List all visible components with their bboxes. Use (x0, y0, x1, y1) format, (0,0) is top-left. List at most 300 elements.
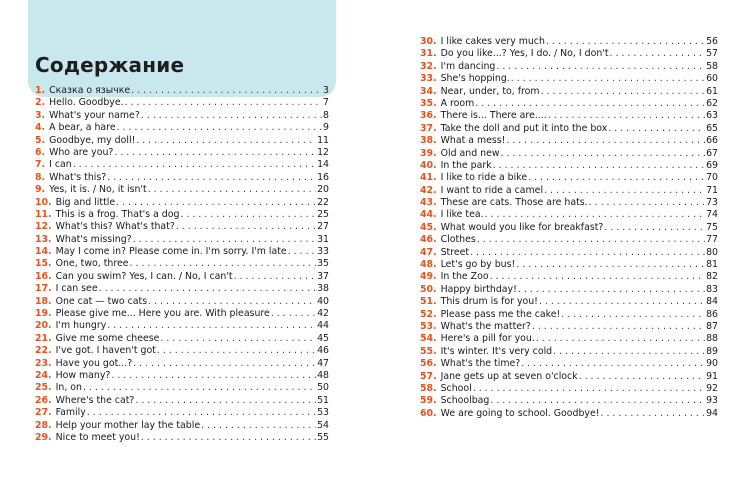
toc-entry-page: 88 (706, 333, 718, 345)
toc-dot-leader (553, 346, 705, 358)
toc-entry-title: Old and new (440, 147, 500, 159)
toc-entry-number: 8. (35, 171, 46, 183)
toc-entry-page: 12 (317, 146, 329, 158)
toc-entry-page: 35 (317, 258, 329, 270)
toc-entry-title: I'm hungry (55, 320, 107, 332)
toc-entry-title: There is... There are.... (440, 110, 547, 122)
toc-entry-page: 92 (706, 382, 718, 394)
toc-dot-leader (501, 148, 706, 160)
toc-entry-page: 38 (317, 283, 329, 295)
toc-entry-number: 32. (420, 60, 437, 72)
toc-entry-page: 58 (706, 60, 718, 72)
toc-entry-number: 33. (420, 73, 437, 85)
toc-entry[interactable] (420, 321, 718, 333)
toc-entry[interactable] (35, 184, 329, 196)
toc-entry-title: What would you like for breakfast? (440, 221, 604, 233)
toc-dot-leader (485, 209, 705, 221)
toc-entry-number: 14. (35, 246, 52, 258)
toc-entry[interactable] (420, 296, 718, 308)
toc-entry-number: 50. (420, 283, 437, 295)
toc-entry-number: 57. (420, 370, 437, 382)
toc-entry-title: Take the doll and put it into the box (440, 122, 608, 134)
toc-entry-page: 48 (317, 369, 329, 381)
toc-dot-leader (99, 283, 316, 295)
toc-entry-title: Jane gets up at seven o'clock (440, 370, 578, 382)
toc-entry-title: Here's a pill for you. (440, 333, 535, 345)
toc-dot-leader (180, 209, 316, 221)
toc-entry[interactable] (420, 135, 718, 147)
toc-dot-leader (148, 296, 316, 308)
toc-entry-page: 45 (317, 332, 329, 344)
toc-entry-title: What's this? (49, 171, 107, 183)
toc-entry[interactable] (420, 395, 718, 407)
toc-entry-title: These are cats. Those are hats. (440, 197, 588, 209)
toc-dot-leader (496, 61, 705, 73)
toc-entry[interactable] (420, 346, 718, 358)
toc-entry-number: 47. (420, 246, 437, 258)
toc-entry-page: 70 (706, 172, 718, 184)
toc-dot-leader (201, 420, 316, 432)
toc-entry[interactable] (420, 309, 718, 321)
toc-dot-leader (490, 395, 705, 407)
toc-dot-leader (539, 296, 705, 308)
toc-entry[interactable] (420, 371, 718, 383)
toc-dot-leader (136, 135, 316, 147)
toc-dot-leader (541, 86, 706, 98)
toc-entry-number: 36. (420, 110, 437, 122)
toc-entry-page: 27 (317, 221, 329, 233)
toc-entry[interactable] (420, 36, 718, 48)
toc-entry-number: 20. (35, 320, 52, 332)
toc-dot-leader (107, 172, 316, 184)
toc-entry-number: 31. (420, 48, 437, 60)
toc-entry-title: It's winter. It's very cold (440, 345, 553, 357)
toc-entry[interactable] (35, 159, 329, 171)
toc-dot-leader (546, 36, 705, 48)
toc-entry-number: 12. (35, 221, 52, 233)
toc-entry[interactable] (35, 370, 329, 382)
toc-entry-number: 10. (35, 196, 52, 208)
toc-dot-leader (116, 197, 316, 209)
toc-dot-leader (528, 172, 705, 184)
title-banner (28, 0, 336, 97)
toc-entry-title: What's this? What's that? (55, 221, 175, 233)
toc-entry-page: 55 (317, 431, 329, 443)
toc-entry-number: 30. (420, 36, 437, 47)
toc-entry-page: 63 (706, 110, 718, 122)
toc-entry-number: 19. (35, 308, 52, 320)
toc-dot-leader (114, 147, 316, 159)
toc-entry-number: 24. (35, 369, 52, 381)
toc-entry[interactable] (420, 408, 718, 420)
toc-dot-leader (141, 432, 316, 444)
toc-entry-page: 31 (317, 233, 329, 245)
toc-entry-number: 17. (35, 283, 52, 295)
toc-entry-page: 86 (706, 308, 718, 320)
toc-dot-leader (160, 333, 316, 345)
toc-dot-leader (131, 85, 322, 97)
toc-entry-page: 87 (706, 320, 718, 332)
toc-entry[interactable] (420, 61, 718, 73)
toc-dot-leader (610, 48, 706, 60)
toc-entry-number: 4. (35, 122, 46, 134)
toc-entry[interactable] (420, 73, 718, 85)
toc-entry-title: Happy birthday! (440, 283, 517, 295)
toc-entry-number: 43. (420, 197, 437, 209)
toc-entry-title: I can (49, 159, 72, 171)
toc-dot-leader (176, 221, 316, 233)
toc-entry-title: In the Zoo (440, 271, 489, 283)
toc-entry-title: Nice to meet you! (55, 431, 140, 443)
toc-entry-page: 33 (317, 246, 329, 258)
toc-dot-leader (148, 184, 316, 196)
toc-entry-number: 6. (35, 146, 46, 158)
toc-entry-title: What's your name? (49, 109, 140, 121)
toc-entry-page: 60 (706, 73, 718, 85)
toc-entry-number: 13. (35, 233, 52, 245)
toc-entry[interactable] (35, 258, 329, 270)
toc-entry[interactable] (420, 123, 718, 135)
toc-left-column (35, 85, 329, 444)
toc-dot-leader (493, 160, 705, 172)
toc-entry[interactable] (35, 407, 329, 419)
toc-entry-number: 45. (420, 221, 437, 233)
toc-entry-number: 2. (35, 97, 46, 109)
toc-entry[interactable] (420, 284, 718, 296)
toc-entry-page: 44 (317, 320, 329, 332)
toc-entry-number: 37. (420, 122, 437, 134)
toc-entry-title: I like cakes very much (440, 36, 545, 47)
toc-dot-leader (470, 247, 705, 259)
toc-entry-page: 84 (706, 296, 718, 308)
toc-entry-title: What's missing? (55, 233, 132, 245)
toc-entry-page: 71 (706, 184, 718, 196)
toc-entry[interactable] (420, 209, 718, 221)
toc-entry[interactable] (35, 308, 329, 320)
toc-entry-page: 61 (706, 85, 718, 97)
toc-dot-leader (506, 135, 705, 147)
toc-entry[interactable] (35, 420, 329, 432)
toc-entry-title: We are going to school. Goodbye! (440, 407, 600, 419)
toc-entry-title: Let's go by bus! (440, 259, 516, 271)
toc-entry-title: A bear, a hare (49, 122, 116, 134)
toc-dot-leader (521, 358, 705, 370)
toc-entry[interactable] (420, 259, 718, 271)
toc-entry-title: I can see (55, 283, 98, 295)
toc-entry-number: 51. (420, 296, 437, 308)
toc-entry[interactable] (420, 98, 718, 110)
toc-entry-page: 40 (317, 295, 329, 307)
toc-entry-number: 23. (35, 357, 52, 369)
toc-dot-leader (73, 159, 316, 171)
toc-entry[interactable] (420, 247, 718, 259)
toc-entry-number: 34. (420, 85, 437, 97)
toc-dot-leader (608, 123, 705, 135)
toc-entry[interactable] (35, 97, 329, 109)
toc-entry-title: I've got. I haven't got (55, 345, 156, 357)
toc-entry-title: Big and little (55, 196, 116, 208)
toc-entry-number: 59. (420, 395, 437, 407)
toc-dot-leader (516, 259, 705, 271)
toc-entry[interactable] (420, 160, 718, 172)
toc-entry-number: 49. (420, 271, 437, 283)
toc-dot-leader (135, 395, 316, 407)
toc-entry[interactable] (35, 395, 329, 407)
toc-entry-page: 77 (706, 234, 718, 246)
toc-entry-number: 60. (420, 407, 437, 419)
toc-entry-title: In, on (55, 382, 82, 394)
toc-entry[interactable] (35, 320, 329, 332)
toc-entry-title: Where's the cat? (55, 394, 135, 406)
toc-entry-title: Hello. Goodbye. (49, 97, 124, 109)
toc-entry-number: 28. (35, 419, 52, 431)
toc-entry[interactable] (420, 185, 718, 197)
toc-entry-number: 41. (420, 172, 437, 184)
toc-entry[interactable] (35, 209, 329, 221)
toc-entry-number: 27. (35, 407, 52, 419)
toc-entry[interactable] (35, 333, 329, 345)
toc-entry-page: 89 (706, 345, 718, 357)
toc-entry-title: I'm dancing (440, 60, 496, 72)
toc-entry[interactable] (35, 221, 329, 233)
toc-entry-number: 29. (35, 431, 52, 443)
toc-entry-page: 3 (323, 85, 329, 96)
toc-entry-number: 58. (420, 382, 437, 394)
toc-entry-number: 16. (35, 270, 52, 282)
toc-dot-leader (604, 222, 705, 234)
toc-entry-title: Clothes (440, 234, 476, 246)
toc-dot-leader (107, 320, 316, 332)
toc-entry-title: In the park (440, 159, 492, 171)
toc-dot-leader (579, 371, 705, 383)
toc-entry[interactable] (35, 296, 329, 308)
toc-entry-number: 26. (35, 394, 52, 406)
toc-entry[interactable] (35, 197, 329, 209)
toc-dot-leader (589, 197, 705, 209)
toc-entry[interactable] (35, 358, 329, 370)
toc-entry[interactable] (35, 122, 329, 134)
toc-entry-title: One cat — two cats (55, 295, 148, 307)
toc-entry[interactable] (35, 85, 329, 97)
toc-entry-number: 7. (35, 159, 46, 171)
toc-entry-title: Street (440, 246, 470, 258)
toc-entry-title: Сказка о язычке (49, 85, 131, 96)
toc-entry-page: 11 (317, 134, 329, 146)
toc-entry-number: 21. (35, 332, 52, 344)
toc-dot-leader (83, 382, 316, 394)
toc-entry[interactable] (420, 86, 718, 98)
toc-entry-number: 44. (420, 209, 437, 221)
toc-entry-page: 37 (317, 270, 329, 282)
toc-dot-leader (130, 258, 317, 270)
toc-entry-title: What's the matter? (440, 320, 531, 332)
toc-entry-number: 42. (420, 184, 437, 196)
toc-entry-page: 51 (317, 394, 329, 406)
toc-entry-page: 42 (317, 308, 329, 320)
toc-entry[interactable] (420, 172, 718, 184)
toc-entry[interactable] (420, 222, 718, 234)
toc-dot-leader (288, 246, 316, 258)
toc-entry-number: 11. (35, 208, 52, 220)
toc-entry[interactable] (420, 148, 718, 160)
toc-entry-page: 90 (706, 358, 718, 370)
toc-dot-leader (157, 345, 316, 357)
toc-entry-title: I want to ride a camel (440, 184, 544, 196)
toc-entry-title: How many? (55, 369, 111, 381)
toc-entry[interactable] (35, 147, 329, 159)
toc-entry-title: Please give me... Here you are. With pleasure (55, 308, 270, 320)
toc-entry-title: She's hopping. (440, 73, 510, 85)
toc-dot-leader (473, 383, 705, 395)
toc-entry[interactable] (420, 383, 718, 395)
toc-entry-page: 69 (706, 159, 718, 171)
toc-entry-number: 46. (420, 234, 437, 246)
toc-entry-page: 83 (706, 283, 718, 295)
toc-entry-number: 52. (420, 308, 437, 320)
toc-dot-leader (490, 271, 706, 283)
toc-entry-title: One, two, three (55, 258, 129, 270)
toc-entry-title: I like to ride a bike (440, 172, 528, 184)
toc-entry-page: 81 (706, 259, 718, 271)
toc-entry-number: 38. (420, 135, 437, 147)
toc-entry[interactable] (35, 110, 329, 122)
toc-dot-leader (271, 308, 316, 320)
toc-entry-page: 93 (706, 395, 718, 407)
toc-entry[interactable] (420, 234, 718, 246)
toc-entry-title: This is a frog. That's a dog (55, 208, 180, 220)
toc-dot-leader (548, 110, 705, 122)
toc-entry-page: 80 (706, 246, 718, 258)
toc-entry-page: 66 (706, 135, 718, 147)
toc-entry-title: Help your mother lay the table (55, 419, 201, 431)
toc-dot-leader (87, 407, 316, 419)
toc-entry-page: 91 (706, 370, 718, 382)
toc-entry[interactable] (35, 283, 329, 295)
toc-entry-page: 67 (706, 147, 718, 159)
toc-entry[interactable] (420, 358, 718, 370)
toc-entry-title: Family (55, 407, 86, 419)
toc-entry[interactable] (35, 345, 329, 357)
toc-entry-number: 3. (35, 109, 46, 121)
toc-dot-leader (133, 358, 316, 370)
toc-entry-number: 1. (35, 85, 46, 96)
toc-dot-leader (601, 408, 706, 420)
toc-entry-number: 18. (35, 295, 52, 307)
toc-entry-page: 9 (323, 122, 329, 134)
toc-entry[interactable] (35, 382, 329, 394)
toc-entry[interactable] (420, 48, 718, 60)
toc-entry-number: 53. (420, 320, 437, 332)
toc-entry-number: 9. (35, 184, 46, 196)
toc-entry[interactable] (35, 246, 329, 258)
toc-entry-page: 8 (323, 109, 329, 121)
toc-entry-page: 25 (317, 208, 329, 220)
toc-entry-title: Give me some cheese (55, 332, 160, 344)
toc-dot-leader (133, 234, 316, 246)
toc-entry-number: 15. (35, 258, 52, 270)
toc-dot-leader (117, 122, 322, 134)
toc-right-column (420, 36, 718, 420)
toc-entry-number: 35. (420, 97, 437, 109)
toc-entry-title: Have you got...? (55, 357, 133, 369)
toc-entry-page: 57 (706, 48, 718, 60)
toc-entry-number: 40. (420, 159, 437, 171)
toc-entry[interactable] (420, 333, 718, 345)
toc-dot-leader (536, 333, 705, 345)
toc-entry-title: What a mess! (440, 135, 506, 147)
toc-dot-leader (141, 110, 322, 122)
toc-entry-page: 94 (706, 407, 718, 419)
toc-entry[interactable] (420, 197, 718, 209)
toc-entry-title: Schoolbag (440, 395, 490, 407)
toc-dot-leader (544, 185, 705, 197)
toc-entry-page: 47 (317, 357, 329, 369)
toc-entry-page: 75 (706, 221, 718, 233)
toc-entry[interactable] (35, 271, 329, 283)
toc-dot-leader (111, 370, 316, 382)
toc-entry-title: This drum is for you! (440, 296, 538, 308)
toc-entry-title: Near, under, to, from (440, 85, 540, 97)
toc-entry-page: 16 (317, 171, 329, 183)
toc-entry-number: 22. (35, 345, 52, 357)
toc-entry-number: 25. (35, 382, 52, 394)
toc-entry[interactable] (35, 172, 329, 184)
toc-entry-page: 46 (317, 345, 329, 357)
toc-entry-page: 50 (317, 382, 329, 394)
toc-entry-title: I like tea. (440, 209, 484, 221)
toc-dot-leader (125, 97, 322, 109)
toc-entry-title: School (440, 382, 472, 394)
toc-dot-leader (234, 271, 316, 283)
toc-entry-page: 56 (706, 36, 718, 47)
toc-entry-number: 48. (420, 259, 437, 271)
toc-entry[interactable] (420, 110, 718, 122)
toc-entry-page: 62 (706, 97, 718, 109)
toc-entry-page: 65 (706, 122, 718, 134)
toc-entry[interactable] (35, 432, 329, 444)
toc-entry-page: 22 (317, 196, 329, 208)
toc-entry-page: 20 (317, 184, 329, 196)
toc-entry-page: 73 (706, 197, 718, 209)
toc-entry-page: 82 (706, 271, 718, 283)
toc-entry-number: 39. (420, 147, 437, 159)
toc-entry-title: Yes, it is. / No, it isn't (49, 184, 147, 196)
toc-dot-leader (511, 73, 705, 85)
toc-entry-title: Who are you? (49, 146, 114, 158)
toc-entry-page: 74 (706, 209, 718, 221)
toc-entry-page: 7 (323, 97, 329, 109)
toc-entry[interactable] (35, 135, 329, 147)
toc-entry-title: A room (440, 97, 475, 109)
toc-entry[interactable] (35, 234, 329, 246)
toc-entry-title: What's the time? (440, 358, 521, 370)
toc-dot-leader (532, 321, 705, 333)
toc-entry-number: 55. (420, 345, 437, 357)
toc-entry-page: 54 (317, 419, 329, 431)
toc-entry-title: Can you swim? Yes, I can. / No, I can't (55, 270, 233, 282)
toc-entry-number: 5. (35, 134, 46, 146)
toc-entry-page: 14 (317, 159, 329, 171)
toc-entry-number: 54. (420, 333, 437, 345)
toc-entry[interactable] (420, 271, 718, 283)
toc-dot-leader (475, 98, 705, 110)
toc-dot-leader (561, 309, 705, 321)
toc-entry-title: Please pass me the cake! (440, 308, 561, 320)
toc-entry-title: Do you like...? Yes, I do. / No, I don't (440, 48, 609, 60)
toc-entry-page: 53 (317, 407, 329, 419)
toc-dot-leader (477, 234, 705, 246)
toc-entry-title: Goodbye, my doll! (49, 134, 136, 146)
